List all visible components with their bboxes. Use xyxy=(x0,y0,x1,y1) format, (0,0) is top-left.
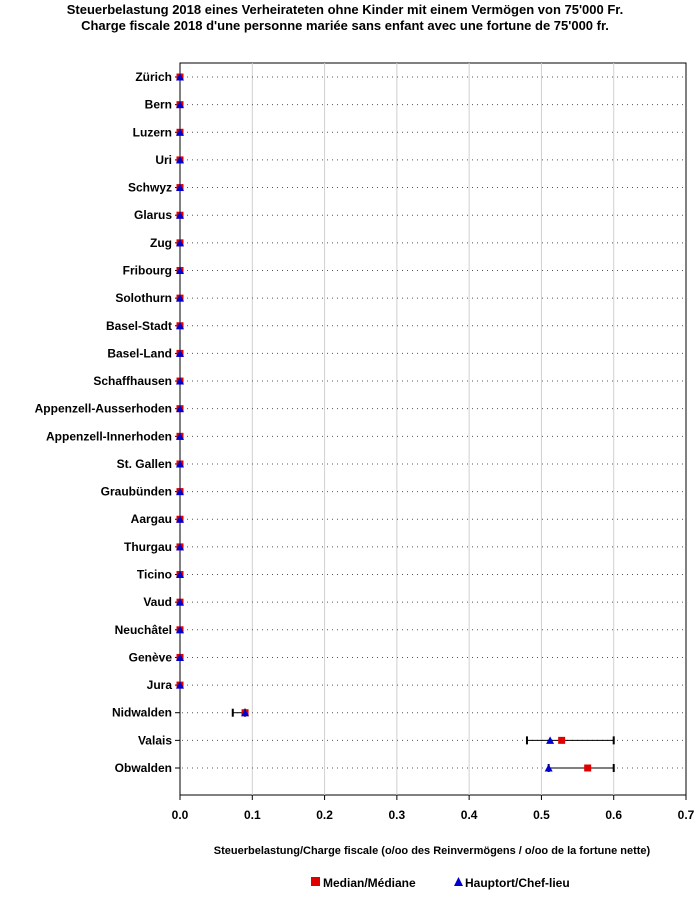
x-axis-label: Steuerbelastung/Charge fiscale (o/oo des Reinvermögens / o/oo de la fortune nette) xyxy=(213,845,651,857)
category-label: Appenzell-Innerhoden xyxy=(46,429,172,444)
chart-title-line-2: Charge fiscale 2018 d'une personne mariée sans enfant avec une fortune de 75'000 fr. xyxy=(81,18,609,33)
category-label: Genève xyxy=(128,650,172,665)
range-bars xyxy=(233,709,614,772)
category-label: Schaffhausen xyxy=(93,374,172,389)
legend-hauptort-label: Hauptort/Chef-lieu xyxy=(465,876,570,890)
category-label: Neuchâtel xyxy=(114,622,172,637)
x-tick-label: 0.3 xyxy=(388,808,406,822)
category-label: Zug xyxy=(150,235,172,250)
median-marker xyxy=(558,737,565,744)
category-label: Valais xyxy=(137,733,172,748)
category-label: Thurgau xyxy=(124,539,172,554)
category-label: Bern xyxy=(144,97,172,112)
category-label: Basel-Land xyxy=(107,346,172,361)
x-tick-label: 0.7 xyxy=(677,808,695,822)
category-label: Schwyz xyxy=(127,180,172,195)
x-tick-label: 0.0 xyxy=(171,808,189,822)
row-guides xyxy=(175,77,684,768)
category-label: Appenzell-Ausserhoden xyxy=(34,401,172,416)
category-label: Basel-Stadt xyxy=(105,318,172,333)
category-label: Uri xyxy=(155,152,172,167)
x-axis-ticks xyxy=(172,795,695,822)
legend-median-marker xyxy=(311,877,320,886)
category-label: Vaud xyxy=(143,595,172,610)
category-label: Jura xyxy=(146,678,172,693)
category-label: Nidwalden xyxy=(111,705,172,720)
legend xyxy=(311,876,570,890)
category-label: Ticino xyxy=(136,567,172,582)
category-label: Aargau xyxy=(130,512,172,527)
chart-title xyxy=(67,2,624,33)
category-label: Graubünden xyxy=(100,484,172,499)
x-tick-label: 0.2 xyxy=(316,808,333,822)
chart-title-line-1: Steuerbelastung 2018 eines Verheirateten ohne Kinder mit einem Vermögen von 75'000 Fr. xyxy=(66,2,624,17)
x-tick-label: 0.4 xyxy=(460,808,478,822)
category-label: Fribourg xyxy=(122,263,172,278)
category-label: St. Gallen xyxy=(116,456,172,471)
category-labels xyxy=(35,70,173,775)
category-label: Solothurn xyxy=(115,291,172,306)
x-tick-label: 0.5 xyxy=(533,808,550,822)
category-label: Luzern xyxy=(132,125,172,140)
legend-hauptort-marker xyxy=(454,877,463,886)
x-tick-label: 0.6 xyxy=(605,808,623,822)
category-label: Obwalden xyxy=(114,761,172,775)
x-tick-label: 0.1 xyxy=(243,808,261,822)
category-label: Glarus xyxy=(133,208,172,223)
legend-median-label: Median/Médiane xyxy=(323,876,416,890)
median-marker xyxy=(584,765,591,772)
data-marks xyxy=(176,73,591,772)
category-label: Zürich xyxy=(135,70,172,84)
